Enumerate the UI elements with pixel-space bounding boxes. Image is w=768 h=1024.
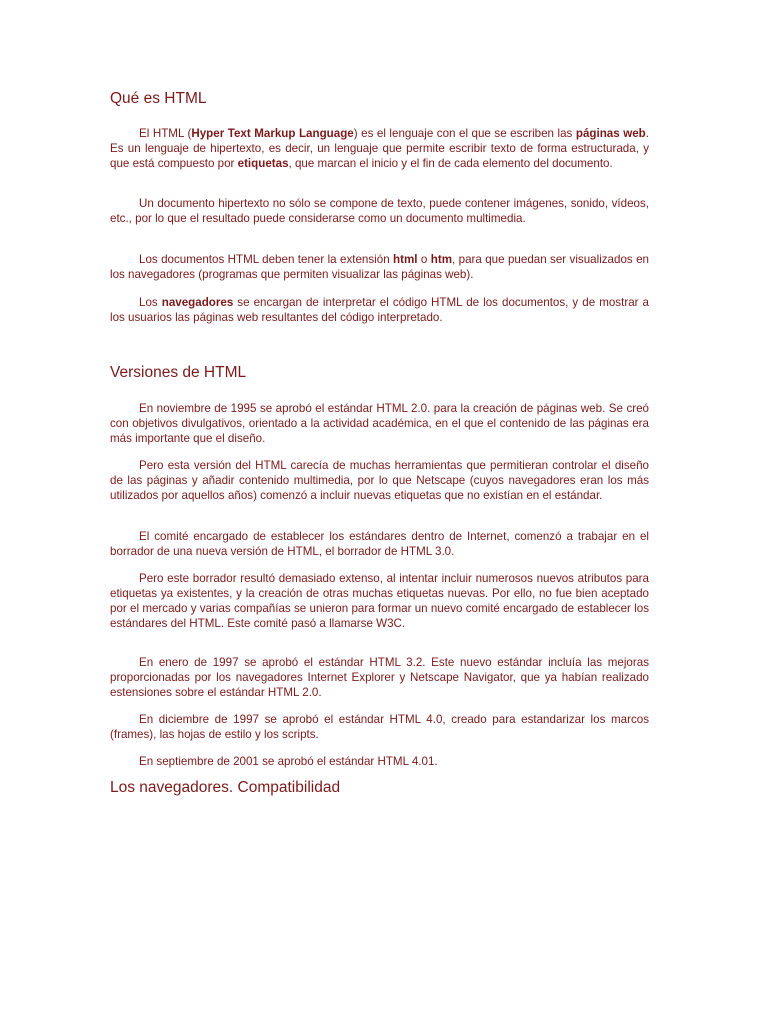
text-run: Los <box>139 296 162 309</box>
bold-term: Hyper Text Markup Language <box>191 127 354 140</box>
text-run: ) es el lenguaje con el que se escriben las <box>353 127 576 140</box>
text-run: El HTML ( <box>139 127 192 140</box>
text-run: , que marcan el inicio y el fin de cada elemento del documento. <box>288 157 613 170</box>
paragraph-html-extension <box>110 252 649 282</box>
text-run: . Es un lenguaje de hipertexto, es decir, un lenguaje que permite escribir texto de forma estructurada, y que está compuesto por <box>110 127 649 170</box>
paragraph-version-html32: En enero de 1997 se aprobó el estándar HTML 3.2. Este nuevo estándar incluía las mejoras proporcionadas por los navegadores Internet Explorer y Netscape Navigator, que ya habían realizado estensiones sobre el estándar HTML 2.0. <box>110 656 649 699</box>
section-heading-versiones-de-html: Versiones de HTML <box>110 364 247 381</box>
text-run: o <box>417 253 431 266</box>
bold-term: navegadores <box>161 296 234 309</box>
paragraph-version-html401: En septiembre de 2001 se aprobó el estándar HTML 4.01. <box>139 755 438 768</box>
paragraph-version-html3-draft: El comité encargado de establecer los estándares dentro de Internet, comenzó a trabajar en el borrador de una nueva versión de HTML, el borrador de HTML 3.0. <box>110 530 649 558</box>
paragraph-version-netscape: Pero esta versión del HTML carecía de muchas herramientas que permitieran controlar el diseño de las páginas y añadir contenido multimedia, por lo que Netscape (cuyos navegadores eran los más utilizados por aquellos años) comenzó a incluir nuevas etiquetas que no existían en el estándar. <box>110 459 649 502</box>
bold-term: htm <box>430 253 453 266</box>
bold-term: páginas web <box>575 127 646 140</box>
text-run: se encargan de interpretar el código HTML de los documentos, y de mostrar a los usuarios las páginas web resultantes del código interpretado. <box>110 296 649 324</box>
section-heading-que-es-html: Qué es HTML <box>110 90 207 107</box>
paragraph-html-definition <box>110 126 649 171</box>
paragraph-version-w3c: Pero este borrador resultó demasiado extenso, al intentar incluir numerosos nuevos atributos para etiquetas ya existentes, y la creación de otras muchas etiquetas nuevas. Por ello, no fue bien aceptado por el mercado y varias compañías se unieron para formar un nuevo comité encargado de establecer los estándares del HTML. Este comité pasó a llamarse W3C. <box>110 572 649 630</box>
text-run: , para que puedan ser visualizados en los navegadores (programas que permiten visualizar las páginas web). <box>110 253 649 281</box>
paragraph-version-1995: En noviembre de 1995 se aprobó el estándar HTML 2.0. para la creación de páginas web. Se creó con objetivos divulgativos, orientado a la actividad académica, en el que el contenido de las páginas era más importante que el diseño. <box>110 402 649 445</box>
bold-term: html <box>393 253 418 266</box>
paragraph-version-html40: En diciembre de 1997 se aprobó el estándar HTML 4.0, creado para estandarizar los marcos (frames), las hojas de estilo y los scripts. <box>110 713 649 741</box>
bold-term: etiquetas <box>237 157 289 170</box>
section-heading-los-navegadores: Los navegadores. Compatibilidad <box>110 779 341 796</box>
text-run: Los documentos HTML deben tener la extensión <box>139 253 394 266</box>
paragraph-hypertext-document: Un documento hipertexto no sólo se compone de texto, puede contener imágenes, sonido, vídeos, etc., por lo que el resultado puede considerarse como un documento multimedia. <box>110 197 649 225</box>
paragraph-browsers <box>110 295 649 325</box>
